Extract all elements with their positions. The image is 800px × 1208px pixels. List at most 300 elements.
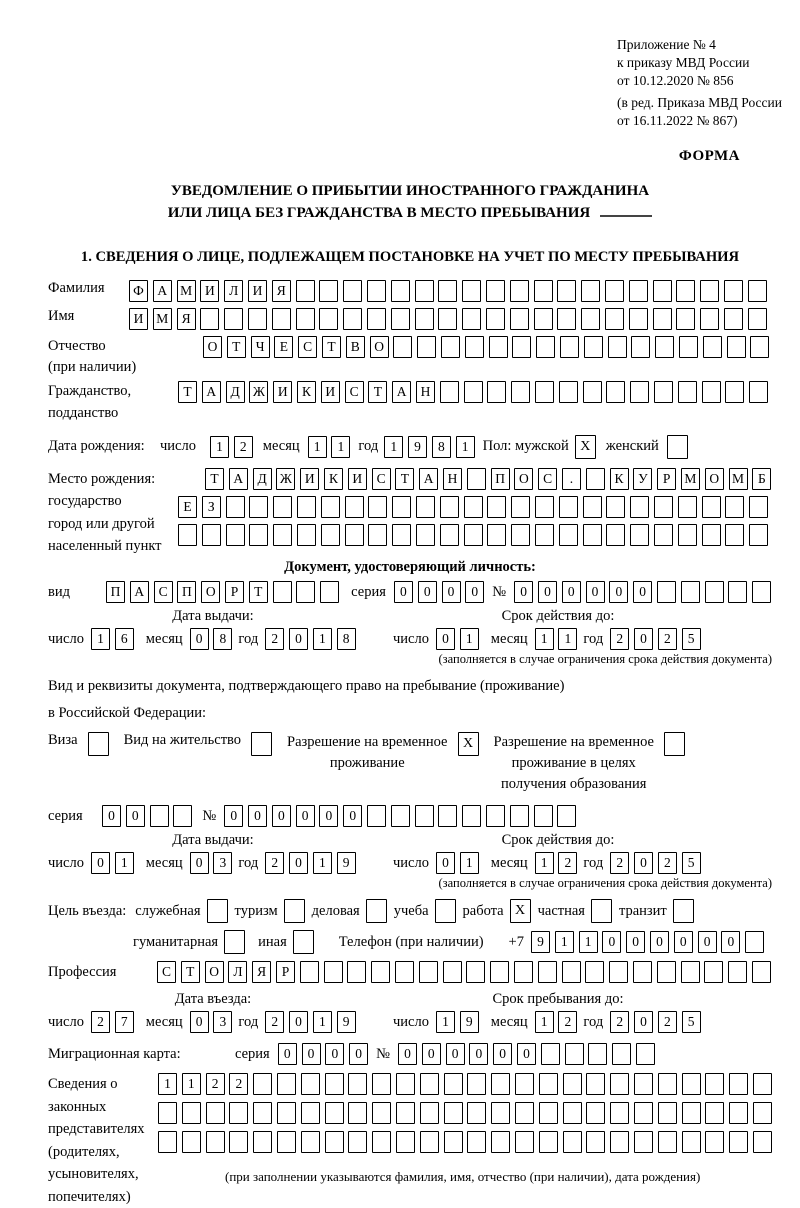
representative-cell[interactable]: [586, 1102, 605, 1124]
edu-residence-cell[interactable]: [664, 732, 685, 756]
residence-valid-year-cell[interactable]: 2: [610, 852, 629, 874]
residence-series-cell[interactable]: [173, 805, 192, 827]
surname-cell[interactable]: М: [177, 280, 196, 302]
residence-permit-cell[interactable]: [251, 732, 272, 756]
profession-cell[interactable]: [562, 961, 581, 983]
birthplace-cell[interactable]: [416, 496, 435, 518]
birthplace-cell[interactable]: [749, 496, 768, 518]
patronymic-cell[interactable]: О: [370, 336, 389, 358]
birthplace-cell[interactable]: [654, 524, 673, 546]
firstname-cell[interactable]: [653, 308, 672, 330]
patronymic-cell[interactable]: Е: [274, 336, 293, 358]
patronymic-cell[interactable]: [608, 336, 627, 358]
birthplace-cell[interactable]: У: [633, 468, 652, 490]
birthplace-cell[interactable]: [202, 524, 221, 546]
citizenship-cell[interactable]: [583, 381, 602, 403]
surname-cell[interactable]: И: [200, 280, 219, 302]
birthplace-cell[interactable]: К: [324, 468, 343, 490]
birthplace-cell[interactable]: [178, 524, 197, 546]
migration-number-cell[interactable]: 0: [398, 1043, 417, 1065]
migration-number-cell[interactable]: 0: [517, 1043, 536, 1065]
firstname-cell[interactable]: [510, 308, 529, 330]
representative-cell[interactable]: [634, 1102, 653, 1124]
citizenship-cell[interactable]: [702, 381, 721, 403]
surname-cell[interactable]: Ф: [129, 280, 148, 302]
doc-number-cell[interactable]: 0: [609, 581, 628, 603]
birthplace-cell[interactable]: [226, 496, 245, 518]
birthplace-cell[interactable]: [297, 496, 316, 518]
profession-cell[interactable]: [443, 961, 462, 983]
doc-valid-day-cell[interactable]: 1: [460, 628, 479, 650]
representative-cell[interactable]: [396, 1131, 415, 1153]
citizenship-cell[interactable]: К: [297, 381, 316, 403]
doc-kind-cell[interactable]: А: [130, 581, 149, 603]
representative-cell[interactable]: [467, 1131, 486, 1153]
birthplace-cell[interactable]: [345, 524, 364, 546]
phone-cell[interactable]: 0: [721, 931, 740, 953]
representative-cell[interactable]: [396, 1073, 415, 1095]
birthplace-cell[interactable]: [321, 524, 340, 546]
residence-issue-day-cell[interactable]: 0: [91, 852, 110, 874]
birthplace-cell[interactable]: Д: [253, 468, 272, 490]
surname-cell[interactable]: [415, 280, 434, 302]
doc-kind-cell[interactable]: Р: [225, 581, 244, 603]
representative-cell[interactable]: [539, 1102, 558, 1124]
migration-number-cell[interactable]: 0: [469, 1043, 488, 1065]
doc-valid-year-cell[interactable]: 2: [658, 628, 677, 650]
residence-number-cell[interactable]: [510, 805, 529, 827]
residence-number-cell[interactable]: [462, 805, 481, 827]
surname-cell[interactable]: [557, 280, 576, 302]
profession-cell[interactable]: [466, 961, 485, 983]
firstname-cell[interactable]: М: [153, 308, 172, 330]
profession-cell[interactable]: [585, 961, 604, 983]
surname-cell[interactable]: [367, 280, 386, 302]
citizenship-cell[interactable]: И: [273, 381, 292, 403]
purpose-cell[interactable]: [591, 899, 612, 923]
entry-year-cell[interactable]: 0: [289, 1011, 308, 1033]
representative-cell[interactable]: [610, 1131, 629, 1153]
representative-cell[interactable]: [348, 1131, 367, 1153]
doc-kind-cell[interactable]: [296, 581, 315, 603]
birthplace-cell[interactable]: О: [514, 468, 533, 490]
birthdate-day-cell[interactable]: 1: [210, 436, 229, 458]
birthplace-cell[interactable]: З: [202, 496, 221, 518]
representative-cell[interactable]: [348, 1102, 367, 1124]
residence-number-cell[interactable]: [391, 805, 410, 827]
birthplace-cell[interactable]: Е: [178, 496, 197, 518]
patronymic-cell[interactable]: Ч: [251, 336, 270, 358]
representative-cell[interactable]: [705, 1131, 724, 1153]
representative-cell[interactable]: [229, 1102, 248, 1124]
firstname-cell[interactable]: [724, 308, 743, 330]
birthplace-cell[interactable]: [273, 524, 292, 546]
firstname-cell[interactable]: [438, 308, 457, 330]
residence-series-cell[interactable]: 0: [126, 805, 145, 827]
birthplace-cell[interactable]: Ж: [276, 468, 295, 490]
birthplace-cell[interactable]: [606, 524, 625, 546]
residence-valid-year-cell[interactable]: 2: [658, 852, 677, 874]
citizenship-cell[interactable]: [559, 381, 578, 403]
surname-cell[interactable]: [653, 280, 672, 302]
birthplace-cell[interactable]: [583, 496, 602, 518]
birthplace-cell[interactable]: [654, 496, 673, 518]
surname-cell[interactable]: [700, 280, 719, 302]
sex-female-cell[interactable]: [667, 435, 688, 459]
doc-kind-cell[interactable]: П: [177, 581, 196, 603]
migration-number-cell[interactable]: [541, 1043, 560, 1065]
birthplace-cell[interactable]: [511, 524, 530, 546]
patronymic-cell[interactable]: [560, 336, 579, 358]
representative-cell[interactable]: 1: [182, 1073, 201, 1095]
birthdate-day-cell[interactable]: 2: [234, 436, 253, 458]
representative-cell[interactable]: [729, 1073, 748, 1095]
phone-cell[interactable]: 1: [555, 931, 574, 953]
birthplace-cell[interactable]: [249, 496, 268, 518]
birthplace-cell[interactable]: О: [705, 468, 724, 490]
birthdate-month-cell[interactable]: 1: [331, 436, 350, 458]
representative-cell[interactable]: [420, 1102, 439, 1124]
patronymic-cell[interactable]: [655, 336, 674, 358]
birthdate-year-cell[interactable]: 9: [408, 436, 427, 458]
birthplace-cell[interactable]: [630, 496, 649, 518]
residence-number-cell[interactable]: 0: [272, 805, 291, 827]
surname-cell[interactable]: [462, 280, 481, 302]
residence-valid-year-cell[interactable]: 5: [682, 852, 701, 874]
patronymic-cell[interactable]: В: [346, 336, 365, 358]
stay-day-cell[interactable]: 1: [436, 1011, 455, 1033]
birthplace-cell[interactable]: [345, 496, 364, 518]
doc-series-cell[interactable]: 0: [418, 581, 437, 603]
entry-day-cell[interactable]: 7: [115, 1011, 134, 1033]
residence-issue-year-cell[interactable]: 2: [265, 852, 284, 874]
surname-cell[interactable]: [605, 280, 624, 302]
profession-cell[interactable]: [704, 961, 723, 983]
phone-cell[interactable]: 0: [650, 931, 669, 953]
doc-kind-cell[interactable]: О: [201, 581, 220, 603]
doc-number-cell[interactable]: 0: [514, 581, 533, 603]
birthplace-cell[interactable]: [535, 524, 554, 546]
surname-cell[interactable]: [438, 280, 457, 302]
profession-cell[interactable]: [752, 961, 771, 983]
phone-cell[interactable]: 0: [602, 931, 621, 953]
doc-issue-month-cell[interactable]: 8: [213, 628, 232, 650]
birthplace-cell[interactable]: [725, 524, 744, 546]
birthplace-cell[interactable]: М: [729, 468, 748, 490]
surname-cell[interactable]: [629, 280, 648, 302]
visa-cell[interactable]: [88, 732, 109, 756]
birthplace-cell[interactable]: [630, 524, 649, 546]
migration-number-cell[interactable]: 0: [446, 1043, 465, 1065]
profession-cell[interactable]: [657, 961, 676, 983]
birthplace-cell[interactable]: [464, 524, 483, 546]
profession-cell[interactable]: [633, 961, 652, 983]
purpose-cell[interactable]: [293, 930, 314, 954]
purpose-cell[interactable]: X: [510, 899, 531, 923]
doc-number-cell[interactable]: [728, 581, 747, 603]
residence-number-cell[interactable]: [557, 805, 576, 827]
doc-issue-month-cell[interactable]: 0: [190, 628, 209, 650]
surname-cell[interactable]: [296, 280, 315, 302]
representative-cell[interactable]: [586, 1073, 605, 1095]
patronymic-cell[interactable]: [631, 336, 650, 358]
stay-year-cell[interactable]: 2: [658, 1011, 677, 1033]
residence-number-cell[interactable]: [367, 805, 386, 827]
residence-number-cell[interactable]: [534, 805, 553, 827]
representative-cell[interactable]: [325, 1102, 344, 1124]
citizenship-cell[interactable]: [535, 381, 554, 403]
birthplace-cell[interactable]: [416, 524, 435, 546]
purpose-cell[interactable]: [284, 899, 305, 923]
representative-cell[interactable]: [753, 1073, 772, 1095]
surname-cell[interactable]: Я: [272, 280, 291, 302]
representative-cell[interactable]: [372, 1073, 391, 1095]
representative-cell[interactable]: [206, 1131, 225, 1153]
residence-number-cell[interactable]: [415, 805, 434, 827]
entry-year-cell[interactable]: 2: [265, 1011, 284, 1033]
patronymic-cell[interactable]: [489, 336, 508, 358]
representative-cell[interactable]: [563, 1073, 582, 1095]
profession-cell[interactable]: [324, 961, 343, 983]
representative-cell[interactable]: [682, 1102, 701, 1124]
residence-series-cell[interactable]: [150, 805, 169, 827]
representative-cell[interactable]: [753, 1102, 772, 1124]
residence-valid-month-cell[interactable]: 1: [535, 852, 554, 874]
surname-cell[interactable]: [534, 280, 553, 302]
patronymic-cell[interactable]: О: [203, 336, 222, 358]
birthdate-month-cell[interactable]: 1: [308, 436, 327, 458]
purpose-cell[interactable]: [366, 899, 387, 923]
surname-cell[interactable]: [748, 280, 767, 302]
sex-male-cell[interactable]: X: [575, 435, 596, 459]
doc-valid-day-cell[interactable]: 0: [436, 628, 455, 650]
stay-year-cell[interactable]: 2: [610, 1011, 629, 1033]
birthplace-cell[interactable]: [559, 524, 578, 546]
migration-series-cell[interactable]: 0: [302, 1043, 321, 1065]
surname-cell[interactable]: [319, 280, 338, 302]
doc-number-cell[interactable]: [657, 581, 676, 603]
birthplace-cell[interactable]: И: [300, 468, 319, 490]
citizenship-cell[interactable]: Т: [368, 381, 387, 403]
purpose-cell[interactable]: [673, 899, 694, 923]
firstname-cell[interactable]: [486, 308, 505, 330]
residence-issue-year-cell[interactable]: 1: [313, 852, 332, 874]
representative-cell[interactable]: [491, 1131, 510, 1153]
representative-cell[interactable]: [301, 1102, 320, 1124]
patronymic-cell[interactable]: [679, 336, 698, 358]
surname-cell[interactable]: [486, 280, 505, 302]
doc-issue-day-cell[interactable]: 6: [115, 628, 134, 650]
surname-cell[interactable]: А: [153, 280, 172, 302]
surname-cell[interactable]: [510, 280, 529, 302]
representative-cell[interactable]: [277, 1131, 296, 1153]
migration-series-cell[interactable]: 0: [278, 1043, 297, 1065]
patronymic-cell[interactable]: [512, 336, 531, 358]
representative-cell[interactable]: [658, 1073, 677, 1095]
firstname-cell[interactable]: [319, 308, 338, 330]
surname-cell[interactable]: [724, 280, 743, 302]
doc-kind-cell[interactable]: Т: [249, 581, 268, 603]
citizenship-cell[interactable]: С: [345, 381, 364, 403]
representative-cell[interactable]: [372, 1131, 391, 1153]
representative-cell[interactable]: [705, 1102, 724, 1124]
birthplace-cell[interactable]: [226, 524, 245, 546]
profession-cell[interactable]: С: [157, 961, 176, 983]
purpose-cell[interactable]: [435, 899, 456, 923]
representative-cell[interactable]: [325, 1131, 344, 1153]
patronymic-cell[interactable]: [727, 336, 746, 358]
representative-cell[interactable]: [158, 1102, 177, 1124]
citizenship-cell[interactable]: [678, 381, 697, 403]
residence-issue-month-cell[interactable]: 3: [213, 852, 232, 874]
representative-cell[interactable]: [634, 1073, 653, 1095]
profession-cell[interactable]: [419, 961, 438, 983]
firstname-cell[interactable]: И: [129, 308, 148, 330]
birthplace-cell[interactable]: П: [491, 468, 510, 490]
citizenship-cell[interactable]: [440, 381, 459, 403]
birthplace-cell[interactable]: Б: [752, 468, 771, 490]
doc-kind-cell[interactable]: С: [154, 581, 173, 603]
representative-cell[interactable]: [158, 1131, 177, 1153]
entry-month-cell[interactable]: 3: [213, 1011, 232, 1033]
migration-number-cell[interactable]: 0: [493, 1043, 512, 1065]
surname-cell[interactable]: И: [248, 280, 267, 302]
doc-series-cell[interactable]: 0: [442, 581, 461, 603]
birthplace-cell[interactable]: А: [419, 468, 438, 490]
representative-cell[interactable]: [277, 1102, 296, 1124]
representative-cell[interactable]: [658, 1102, 677, 1124]
profession-cell[interactable]: [609, 961, 628, 983]
birthplace-cell[interactable]: [511, 496, 530, 518]
firstname-cell[interactable]: [748, 308, 767, 330]
representative-cell[interactable]: [539, 1073, 558, 1095]
patronymic-cell[interactable]: [703, 336, 722, 358]
birthplace-cell[interactable]: [678, 496, 697, 518]
representative-cell[interactable]: [610, 1102, 629, 1124]
representative-cell[interactable]: [753, 1131, 772, 1153]
firstname-cell[interactable]: [248, 308, 267, 330]
surname-cell[interactable]: [676, 280, 695, 302]
profession-cell[interactable]: [728, 961, 747, 983]
doc-series-cell[interactable]: 0: [394, 581, 413, 603]
patronymic-cell[interactable]: Т: [322, 336, 341, 358]
stay-year-cell[interactable]: 0: [634, 1011, 653, 1033]
citizenship-cell[interactable]: И: [321, 381, 340, 403]
citizenship-cell[interactable]: [511, 381, 530, 403]
representative-cell[interactable]: [634, 1131, 653, 1153]
birthplace-cell[interactable]: [586, 468, 605, 490]
profession-cell[interactable]: Р: [276, 961, 295, 983]
firstname-cell[interactable]: [224, 308, 243, 330]
birthplace-cell[interactable]: Р: [657, 468, 676, 490]
profession-cell[interactable]: [490, 961, 509, 983]
patronymic-cell[interactable]: [465, 336, 484, 358]
representative-cell[interactable]: [682, 1131, 701, 1153]
representative-cell[interactable]: [563, 1102, 582, 1124]
doc-issue-year-cell[interactable]: 2: [265, 628, 284, 650]
residence-valid-day-cell[interactable]: 0: [436, 852, 455, 874]
representative-cell[interactable]: [610, 1073, 629, 1095]
representative-cell[interactable]: [301, 1131, 320, 1153]
doc-series-cell[interactable]: 0: [465, 581, 484, 603]
representative-cell[interactable]: [277, 1073, 296, 1095]
doc-issue-year-cell[interactable]: 1: [313, 628, 332, 650]
citizenship-cell[interactable]: Ж: [249, 381, 268, 403]
birthplace-cell[interactable]: К: [610, 468, 629, 490]
representative-cell[interactable]: 1: [158, 1073, 177, 1095]
birthplace-cell[interactable]: [535, 496, 554, 518]
stay-year-cell[interactable]: 5: [682, 1011, 701, 1033]
birthplace-cell[interactable]: [583, 524, 602, 546]
firstname-cell[interactable]: [272, 308, 291, 330]
surname-cell[interactable]: Л: [224, 280, 243, 302]
purpose-cell[interactable]: [224, 930, 245, 954]
citizenship-cell[interactable]: [654, 381, 673, 403]
birthplace-cell[interactable]: [725, 496, 744, 518]
birthplace-cell[interactable]: Н: [443, 468, 462, 490]
doc-number-cell[interactable]: 0: [586, 581, 605, 603]
birthplace-cell[interactable]: [440, 524, 459, 546]
patronymic-cell[interactable]: [441, 336, 460, 358]
doc-issue-year-cell[interactable]: 0: [289, 628, 308, 650]
phone-cell[interactable]: [745, 931, 764, 953]
citizenship-cell[interactable]: Д: [226, 381, 245, 403]
patronymic-cell[interactable]: [393, 336, 412, 358]
doc-number-cell[interactable]: 0: [538, 581, 557, 603]
patronymic-cell[interactable]: [417, 336, 436, 358]
migration-number-cell[interactable]: 0: [422, 1043, 441, 1065]
representative-cell[interactable]: [586, 1131, 605, 1153]
citizenship-cell[interactable]: [487, 381, 506, 403]
doc-kind-cell[interactable]: П: [106, 581, 125, 603]
representative-cell[interactable]: [729, 1131, 748, 1153]
birthplace-cell[interactable]: [487, 496, 506, 518]
birthplace-cell[interactable]: [606, 496, 625, 518]
profession-cell[interactable]: Я: [252, 961, 271, 983]
birthplace-cell[interactable]: [440, 496, 459, 518]
birthplace-cell[interactable]: [464, 496, 483, 518]
representative-cell[interactable]: [325, 1073, 344, 1095]
representative-cell[interactable]: [372, 1102, 391, 1124]
representative-cell[interactable]: [491, 1102, 510, 1124]
migration-series-cell[interactable]: 0: [325, 1043, 344, 1065]
birthplace-cell[interactable]: .: [562, 468, 581, 490]
migration-number-cell[interactable]: [636, 1043, 655, 1065]
doc-valid-month-cell[interactable]: 1: [558, 628, 577, 650]
firstname-cell[interactable]: [605, 308, 624, 330]
profession-cell[interactable]: [514, 961, 533, 983]
citizenship-cell[interactable]: А: [202, 381, 221, 403]
birthplace-cell[interactable]: [559, 496, 578, 518]
representative-cell[interactable]: [515, 1102, 534, 1124]
birthplace-cell[interactable]: А: [229, 468, 248, 490]
patronymic-cell[interactable]: Т: [227, 336, 246, 358]
residence-series-cell[interactable]: 0: [102, 805, 121, 827]
surname-cell[interactable]: [391, 280, 410, 302]
representative-cell[interactable]: [515, 1131, 534, 1153]
residence-issue-year-cell[interactable]: 0: [289, 852, 308, 874]
representative-cell[interactable]: [301, 1073, 320, 1095]
doc-number-cell[interactable]: 0: [562, 581, 581, 603]
birthplace-cell[interactable]: [467, 468, 486, 490]
representative-cell[interactable]: [206, 1102, 225, 1124]
representative-cell[interactable]: 2: [229, 1073, 248, 1095]
firstname-cell[interactable]: [462, 308, 481, 330]
doc-issue-year-cell[interactable]: 8: [337, 628, 356, 650]
representative-cell[interactable]: [682, 1073, 701, 1095]
birthplace-cell[interactable]: [702, 524, 721, 546]
birthplace-cell[interactable]: [678, 524, 697, 546]
